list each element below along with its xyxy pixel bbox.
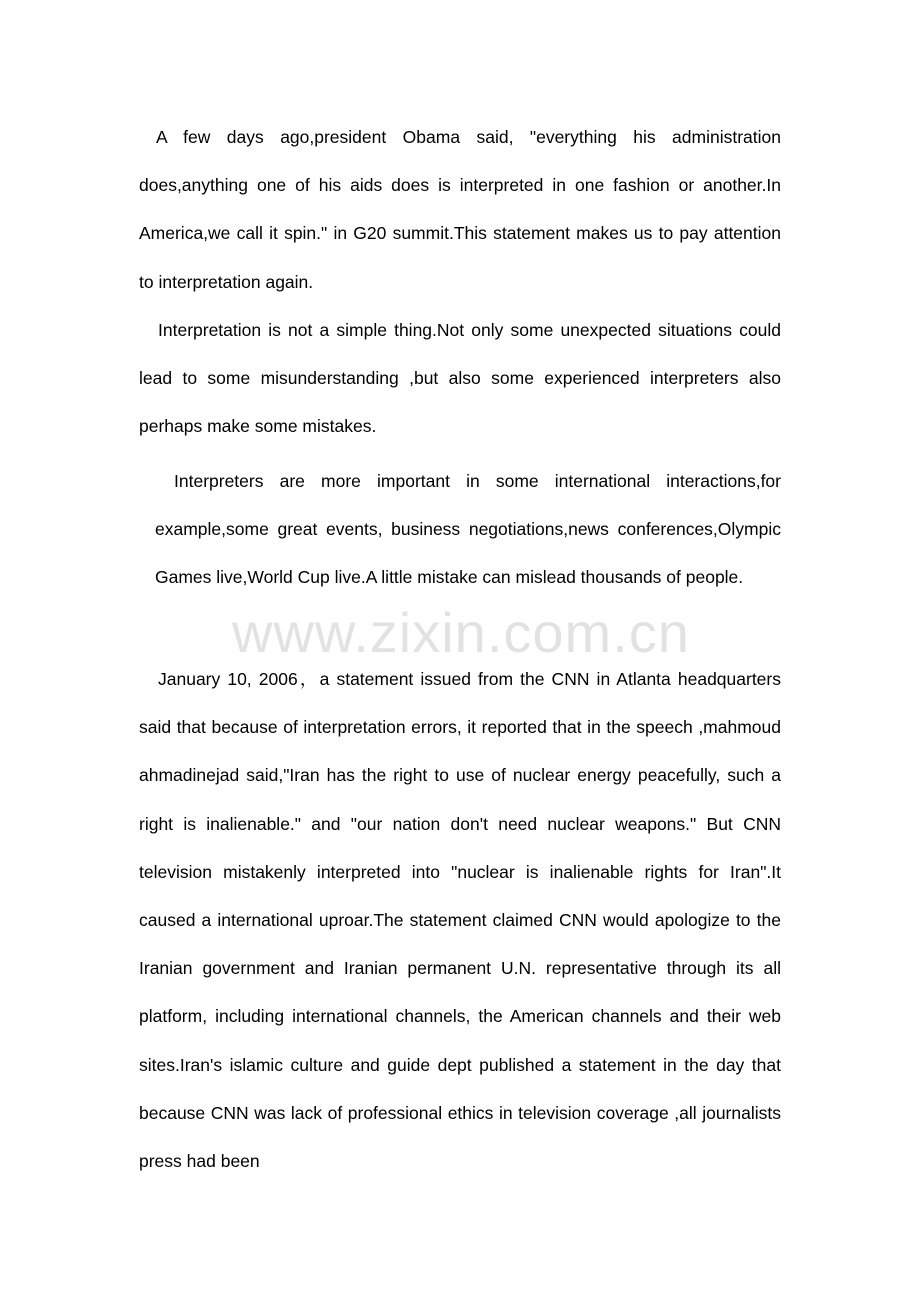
paragraph-interpretation-difficulty: Interpretation is not a simple thing.Not only some unexpected situations could lead to some misunderstanding ,but also some experienced interpreters also perhaps make some mistakes. (139, 320, 781, 437)
paragraph-obama-g20: A few days ago,president Obama said, "everything his administration does,anything one of his aids does is interpreted in one fashion or another.In America,we call it spin." in G20 summit.This statement makes us to pay attention to interpretation again. (139, 127, 781, 292)
paragraph-interpreters-importance: Interpreters are more important in some international interactions,for example,some great events, business negotiations,news conferences,Olympic Games live,World Cup live.A little mistake can mislead thousands of people. (155, 471, 781, 588)
watermark: www.zixin.com.cn (232, 601, 690, 664)
paragraph-cnn-incident: January 10, 2006，a statement issued from the CNN in Atlanta headquarters said that because of interpretation errors, it reported that in the speech ,mahmoud ahmadinejad said,"Iran has the right to use of nuclear energy peacefully, such a right is inalienable." and "our nation don't need nuclear weapons." But CNN television mistakenly interpreted into "nuclear is inalienable rights for Iran".It caused a international uproar.The statement claimed CNN would apologize to the Iranian government and Iranian permanent U.N. representative through its all platform, including international channels, the American channels and their web sites.Iran's islamic culture and guide dept published a statement in the day that because CNN was lack of professional ethics in television coverage ,all journalists press had been (139, 669, 781, 1172)
